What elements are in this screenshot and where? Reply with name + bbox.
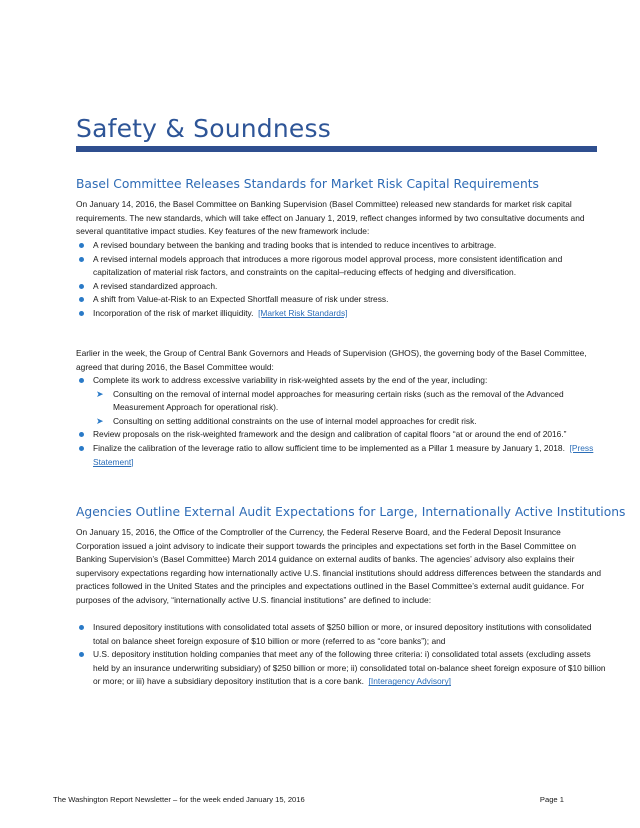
sub-list-item: ➤ Consulting on the removal of internal model approaches for measuring certain risks (such as the removal of the Advanced Measurement Approach for operational risk). [96,388,564,413]
press-statement-link[interactable]: [Press Statement] [93,442,594,467]
list-item: U.S. depository institution holding companies that meet any of the following three criteria: i) consolidated total assets (excluding assets held by an insurance underwriting subsidiary) of $250 billion or more; ii) consolidated total on-balance sheet foreign exposure of $10 billion or more; or iii) have a subsidiary depository institution that is a core bank. [Interagency Advisory] [76,648,606,689]
list-item: Insured depository institutions with consolidated total assets of $250 billion or more, or insured depository institutions with consolidated total on balance sheet foreign exposure of $10 billion or more (referred to as “core banks”); and [76,621,606,648]
list-item: A revised internal models approach that introduces a more rigorous model approval process, more consistent identification and capitalization of material risk factors, and constraints on the capital–reducing effects of hedging and diversification. [76,253,606,280]
arrow-bullet-icon: ➤ [96,415,104,426]
page-title: Safety & Soundness [76,114,331,143]
list-item: A revised standardized approach. [76,280,606,294]
section1-ghos-paragraph: Earlier in the week, the Group of Central Bank Governors and Heads of Supervision (GHOS), the governing body of the Basel Committee, agreed that during 2016, the Basel Committee would: [76,348,587,372]
arrow-bullet-icon: ➤ [96,388,104,399]
section-heading-basel: Basel Committee Releases Standards for Market Risk Capital Requirements [76,177,539,191]
list-item: A revised boundary between the banking and trading books that is intended to reduce incentives to arbitrage. [76,239,606,253]
footer-page-number: Page 1 [539,795,564,804]
sub-list-item: ➤ Consulting on setting additional constraints on the use of internal model approaches for credit risk. [93,415,606,429]
list-item: Complete its work to address excessive variability in risk-weighted assets by the end of the year, including: ➤ Consulting on the removal of internal model approaches for measuring certain risks (such as the removal of the Advanced Measurement Approach for operational risk). ➤ Consulting on setting additional constraints on the use of internal model approaches for credit risk. [76,374,606,428]
interagency-advisory-link[interactable]: [Interagency Advisory] [368,676,451,687]
section2-definition-list [76,621,606,689]
market-risk-standards-link[interactable]: [Market Risk Standards] [258,307,348,318]
list-item: Review proposals on the risk-weighted framework and the design and calibration of capital floors “at or around the end of 2016.” [76,428,606,442]
title-rule [76,146,597,152]
sub-list [93,388,606,429]
section1-intro: On January 14, 2016, the Basel Committee on Banking Supervision (Basel Committee) released new standards for market risk capital requirements. The new standards, which will take effect on January 1, 2019, reflect changes informed by two consultative documents and several quantitative impact studies. Key features of the new framework include: [76,199,585,237]
list-item: A shift from Value-at-Risk to an Expected Shortfall measure of risk under stress. [76,293,606,307]
section2-paragraph: On January 15, 2016, the Office of the Comptroller of the Currency, the Federal Reserve Board, and the Federal Deposit Insurance Corporation issued a joint advisory to indicate their support towards the principles and expectations set forth in the Basel Committee on Banking Supervision’s (Basel Committee) March 2014 guidance on external audits of banks. The agencies’ advisory also explains their supervisory expectations regarding how internationally active U.S. financial institutions should address differences between the standards and practices followed in the United States and the principles and expectations outlined in the Basel Committee’s external audit guidance. For purposes of the advisory, “internationally active U.S. financial institutions” are defined to include: [76,527,601,605]
footer-newsletter-title: The Washington Report Newsletter – for the week ended January 15, 2016 [53,795,305,804]
section1-feature-list [76,239,606,321]
section-heading-external-audit: Agencies Outline External Audit Expectations for Large, Internationally Active Institutions [76,505,626,519]
section1-ghos-list [76,374,606,469]
list-item: Incorporation of the risk of market illiquidity. [Market Risk Standards] [76,307,606,321]
list-item: Finalize the calibration of the leverage ratio to allow sufficient time to be implemented as a Pillar 1 measure by January 1, 2018. [Press Statement] [76,442,606,469]
